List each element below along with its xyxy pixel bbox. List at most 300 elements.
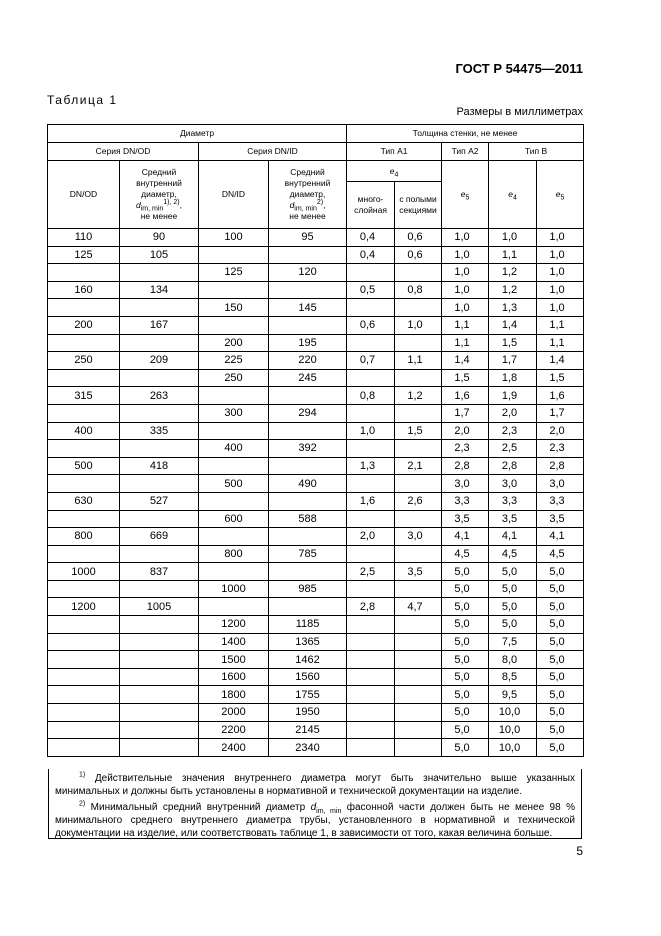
table-cell: 2400 [199, 739, 269, 757]
table-cell: 120 [269, 264, 347, 282]
table-cell [347, 369, 395, 387]
table-cell: 4,5 [442, 545, 489, 563]
table-cell: 8,5 [489, 668, 537, 686]
table-label: Таблица 1 [47, 93, 118, 107]
table-cell: 3,5 [537, 510, 584, 528]
table-cell: 1,4 [442, 352, 489, 370]
table-cell: 1,7 [537, 404, 584, 422]
table-cell [199, 422, 269, 440]
table-cell [120, 739, 199, 757]
table-cell [120, 510, 199, 528]
table-cell: 1365 [269, 633, 347, 651]
table-cell: 225 [199, 352, 269, 370]
table-cell: 2,8 [442, 457, 489, 475]
table-cell: 527 [120, 492, 199, 510]
table-cell [269, 422, 347, 440]
table-cell: 5,0 [537, 704, 584, 722]
table-cell: 105 [120, 246, 199, 264]
table-row [48, 264, 584, 282]
table-cell: 2,8 [537, 457, 584, 475]
table-cell [269, 492, 347, 510]
table-cell: 2,3 [537, 440, 584, 458]
table-row [48, 545, 584, 563]
header-type-a1: Тип А1 [347, 143, 442, 161]
table-cell: 2,8 [489, 457, 537, 475]
table-cell [120, 404, 199, 422]
table-cell: 4,7 [395, 598, 442, 616]
table-cell: 5,0 [537, 651, 584, 669]
table-cell: 1,0 [442, 299, 489, 317]
table-cell: 1,7 [442, 404, 489, 422]
table-cell [269, 457, 347, 475]
table-cell [347, 668, 395, 686]
table-cell: 3,0 [489, 475, 537, 493]
table-cell: 5,0 [442, 580, 489, 598]
table-cell: 1185 [269, 616, 347, 634]
table-row [48, 721, 584, 739]
table-row [48, 739, 584, 757]
table-cell: 1,0 [442, 229, 489, 247]
table-cell: 5,0 [442, 686, 489, 704]
table-cell [269, 316, 347, 334]
table-cell: 5,0 [537, 739, 584, 757]
table-row [48, 440, 584, 458]
table-cell: 335 [120, 422, 199, 440]
table-cell: 1,1 [537, 334, 584, 352]
table-cell: 2,8 [347, 598, 395, 616]
table-cell [48, 616, 120, 634]
table-cell [347, 264, 395, 282]
table-cell: 1,1 [395, 352, 442, 370]
table-cell [48, 475, 120, 493]
table-cell: 8,0 [489, 651, 537, 669]
table-cell: 315 [48, 387, 120, 405]
table-cell: 3,3 [442, 492, 489, 510]
table-cell [48, 580, 120, 598]
table-cell: 0,6 [347, 316, 395, 334]
table-cell: 3,0 [537, 475, 584, 493]
table-cell [120, 704, 199, 722]
table-cell: 0,8 [395, 281, 442, 299]
table-row [48, 281, 584, 299]
table-row [48, 316, 584, 334]
table-cell: 7,5 [489, 633, 537, 651]
table-cell: 1,4 [537, 352, 584, 370]
table-cell [395, 404, 442, 422]
table-row [48, 668, 584, 686]
table-cell: 3,0 [442, 475, 489, 493]
table-cell: 0,4 [347, 229, 395, 247]
header-avg-id-od: Средний внутренний диаметр, $d_{im, min}^{1), 2)}$, не менее [120, 161, 199, 229]
table-cell: 5,0 [442, 616, 489, 634]
table-cell: 90 [120, 229, 199, 247]
table-cell: 1,6 [442, 387, 489, 405]
table-cell: 250 [48, 352, 120, 370]
footnote-2: $^{2)}$ Минимальный средний внутренний диаметр $d_{im, min}$ фасонной части должен быть не менее 98 % минимального среднего внутреннего диаметра трубы, установленного в нормативной и технической документации на изделие, или соответствовать таблице 1, в зависимости от того, какая величина больше. [55, 800, 575, 839]
table-cell: 1,0 [347, 422, 395, 440]
table-cell [199, 316, 269, 334]
table-cell [199, 281, 269, 299]
table-cell [395, 651, 442, 669]
table-cell [395, 510, 442, 528]
table-cell: 400 [48, 422, 120, 440]
table-cell: 2145 [269, 721, 347, 739]
table-cell [120, 616, 199, 634]
table-cell: 200 [48, 316, 120, 334]
header-avg-id-id: Средний внутренний диаметр, $d_{im, min}^{2)}$, не менее [269, 161, 347, 229]
table-cell [120, 633, 199, 651]
table-cell [269, 598, 347, 616]
table-row [48, 563, 584, 581]
table-cell: 669 [120, 528, 199, 546]
table-cell: 209 [120, 352, 199, 370]
table-cell [347, 510, 395, 528]
table-cell: 418 [120, 457, 199, 475]
table-cell: 2,0 [442, 422, 489, 440]
table-cell: 9,5 [489, 686, 537, 704]
header-dn-od: DN/OD [48, 161, 120, 229]
table-cell: 294 [269, 404, 347, 422]
table-cell [347, 299, 395, 317]
table-cell: 1200 [199, 616, 269, 634]
table-cell: 5,0 [537, 563, 584, 581]
table-cell [48, 510, 120, 528]
table-cell: 1,8 [489, 369, 537, 387]
table-cell: 1950 [269, 704, 347, 722]
header-e5-b: $e_5$ [537, 161, 584, 229]
table-cell: 110 [48, 229, 120, 247]
table-cell: 3,5 [489, 510, 537, 528]
table-row [48, 299, 584, 317]
table-cell [48, 704, 120, 722]
table-cell: 195 [269, 334, 347, 352]
table-cell: 500 [48, 457, 120, 475]
table-cell: 95 [269, 229, 347, 247]
table-cell: 5,0 [442, 651, 489, 669]
table-cell: 3,3 [489, 492, 537, 510]
table-cell [120, 651, 199, 669]
table-cell: 1,1 [489, 246, 537, 264]
table-cell [347, 739, 395, 757]
table-cell [48, 334, 120, 352]
table-row [48, 334, 584, 352]
table-cell: 4,1 [489, 528, 537, 546]
table-cell [48, 651, 120, 669]
table-cell: 588 [269, 510, 347, 528]
table-cell: 4,5 [489, 545, 537, 563]
table-cell [395, 264, 442, 282]
table-cell [347, 633, 395, 651]
table-cell [395, 334, 442, 352]
table-row [48, 369, 584, 387]
table-cell: 2,0 [489, 404, 537, 422]
table-cell: 5,0 [442, 739, 489, 757]
table-cell [395, 580, 442, 598]
table-cell [48, 264, 120, 282]
table-cell [120, 334, 199, 352]
table-cell: 4,5 [537, 545, 584, 563]
table-cell: 837 [120, 563, 199, 581]
table-cell: 630 [48, 492, 120, 510]
table-cell: 1,3 [347, 457, 395, 475]
table-row [48, 352, 584, 370]
table-cell: 2,3 [442, 440, 489, 458]
table-cell: 125 [199, 264, 269, 282]
table-cell: 1,2 [489, 281, 537, 299]
table-cell [120, 475, 199, 493]
header-series-id: Серия DN/ID [199, 143, 347, 161]
page-number: 5 [576, 844, 583, 858]
table-cell [120, 440, 199, 458]
header-e5-a2: $e_5$ [442, 161, 489, 229]
table-cell: 2200 [199, 721, 269, 739]
table-cell [347, 475, 395, 493]
table-cell: 1,4 [489, 316, 537, 334]
table-cell: 5,0 [537, 668, 584, 686]
table-cell: 245 [269, 369, 347, 387]
table-cell [48, 633, 120, 651]
table-cell: 2340 [269, 739, 347, 757]
units-note: Размеры в миллиметрах [456, 106, 583, 118]
table-cell: 200 [199, 334, 269, 352]
table-cell [120, 369, 199, 387]
table-cell [395, 633, 442, 651]
table-cell: 1,0 [537, 246, 584, 264]
table-row [48, 651, 584, 669]
table-cell: 5,0 [537, 616, 584, 634]
table-cell [120, 686, 199, 704]
table-cell: 1,2 [395, 387, 442, 405]
table-cell: 1800 [199, 686, 269, 704]
table-cell: 0,8 [347, 387, 395, 405]
table-cell [269, 387, 347, 405]
table-cell: 0,7 [347, 352, 395, 370]
table-cell: 3,0 [395, 528, 442, 546]
table-cell [199, 528, 269, 546]
table-cell: 150 [199, 299, 269, 317]
table-cell: 1,0 [442, 246, 489, 264]
table-cell: 2,6 [395, 492, 442, 510]
table-cell: 1,2 [489, 264, 537, 282]
table-cell: 392 [269, 440, 347, 458]
table-cell [48, 668, 120, 686]
table-row [48, 457, 584, 475]
table-cell [347, 704, 395, 722]
table-cell [199, 492, 269, 510]
table-cell: 400 [199, 440, 269, 458]
table-cell [120, 668, 199, 686]
table-cell [120, 264, 199, 282]
table-cell [48, 686, 120, 704]
table-cell: 4,1 [537, 528, 584, 546]
table-cell [347, 404, 395, 422]
table-cell [347, 334, 395, 352]
header-dn-id: DN/ID [199, 161, 269, 229]
table-cell: 1,1 [442, 316, 489, 334]
table-cell [395, 475, 442, 493]
table-cell: 1500 [199, 651, 269, 669]
table-row [48, 528, 584, 546]
table-cell: 1,0 [537, 299, 584, 317]
table-cell [120, 299, 199, 317]
table-cell: 0,6 [395, 229, 442, 247]
table-cell: 1,9 [489, 387, 537, 405]
table-cell: 3,5 [395, 563, 442, 581]
standard-number: ГОСТ Р 54475—2011 [455, 61, 583, 76]
table-row [48, 616, 584, 634]
table-cell: 125 [48, 246, 120, 264]
table-cell: 1,5 [395, 422, 442, 440]
table-cell: 800 [48, 528, 120, 546]
table-cell: 134 [120, 281, 199, 299]
table-cell [199, 246, 269, 264]
table-cell: 0,4 [347, 246, 395, 264]
table-row [48, 492, 584, 510]
table-cell: 1,0 [537, 264, 584, 282]
table-cell [395, 545, 442, 563]
table-cell: 1000 [199, 580, 269, 598]
table-cell: 5,0 [537, 580, 584, 598]
table-cell: 160 [48, 281, 120, 299]
table-row [48, 686, 584, 704]
table-cell: 250 [199, 369, 269, 387]
table-cell: 5,0 [537, 598, 584, 616]
table-cell: 0,5 [347, 281, 395, 299]
table-cell: 600 [199, 510, 269, 528]
table-cell: 1,0 [442, 281, 489, 299]
table-cell: 1,5 [489, 334, 537, 352]
table-cell: 490 [269, 475, 347, 493]
table-cell [120, 580, 199, 598]
table-cell [395, 721, 442, 739]
table-cell: 5,0 [442, 721, 489, 739]
table-cell: 1755 [269, 686, 347, 704]
table-cell [48, 440, 120, 458]
table-cell: 500 [199, 475, 269, 493]
table-cell [48, 299, 120, 317]
table-cell [347, 651, 395, 669]
table-cell: 263 [120, 387, 199, 405]
table-cell: 3,5 [442, 510, 489, 528]
table-cell [347, 580, 395, 598]
table-cell: 5,0 [537, 633, 584, 651]
table-cell [347, 616, 395, 634]
table-cell [269, 528, 347, 546]
table-cell: 1,0 [489, 229, 537, 247]
table-row [48, 704, 584, 722]
table-cell: 220 [269, 352, 347, 370]
table-cell [347, 721, 395, 739]
table-cell: 1462 [269, 651, 347, 669]
table-cell: 10,0 [489, 721, 537, 739]
table-cell: 1560 [269, 668, 347, 686]
table-cell [395, 299, 442, 317]
table-cell: 800 [199, 545, 269, 563]
table-cell: 5,0 [442, 668, 489, 686]
table-cell: 1600 [199, 668, 269, 686]
table-cell: 985 [269, 580, 347, 598]
table-cell [48, 739, 120, 757]
header-e4-b: $e_4$ [489, 161, 537, 229]
table-cell: 10,0 [489, 739, 537, 757]
table-cell [395, 668, 442, 686]
table-cell: 4,1 [442, 528, 489, 546]
table-cell: 100 [199, 229, 269, 247]
table-cell: 2,1 [395, 457, 442, 475]
table-row [48, 404, 584, 422]
header-type-b: Тип В [489, 143, 584, 161]
table-cell [347, 440, 395, 458]
header-series-od: Серия DN/OD [48, 143, 199, 161]
table-cell: 5,0 [489, 563, 537, 581]
table-cell: 1400 [199, 633, 269, 651]
table-cell: 2,0 [537, 422, 584, 440]
table-cell: 0,6 [395, 246, 442, 264]
table-cell: 145 [269, 299, 347, 317]
table-cell: 1,5 [442, 369, 489, 387]
table-cell: 1200 [48, 598, 120, 616]
table-cell: 2,3 [489, 422, 537, 440]
table-cell: 1,0 [537, 229, 584, 247]
header-diameter: Диаметр [48, 125, 347, 143]
table-cell: 167 [120, 316, 199, 334]
table-cell [199, 563, 269, 581]
table-cell [395, 369, 442, 387]
header-type-a2: Тип А2 [442, 143, 489, 161]
table-cell: 5,0 [442, 598, 489, 616]
table-cell: 5,0 [489, 598, 537, 616]
table-cell [395, 616, 442, 634]
table-cell: 785 [269, 545, 347, 563]
table-cell [269, 563, 347, 581]
table-cell: 1,0 [442, 264, 489, 282]
table-cell [395, 686, 442, 704]
table-cell [395, 704, 442, 722]
table-cell [269, 281, 347, 299]
table-cell [199, 457, 269, 475]
table-row [48, 475, 584, 493]
table-cell: 3,3 [537, 492, 584, 510]
table-row [48, 246, 584, 264]
table-cell [199, 598, 269, 616]
header-hollow: с полыми секциями [395, 182, 442, 229]
table-cell: 1000 [48, 563, 120, 581]
table-row [48, 633, 584, 651]
table-cell [120, 545, 199, 563]
table-cell: 2,5 [489, 440, 537, 458]
table-cell [269, 246, 347, 264]
table-cell: 10,0 [489, 704, 537, 722]
table-row [48, 229, 584, 247]
table-cell: 2000 [199, 704, 269, 722]
table-cell [48, 404, 120, 422]
table-row [48, 387, 584, 405]
table-cell: 1,6 [537, 387, 584, 405]
header-multilayer: много- слойная [347, 182, 395, 229]
table-cell: 5,0 [489, 616, 537, 634]
table-cell: 5,0 [442, 633, 489, 651]
table-cell: 1,7 [489, 352, 537, 370]
table-cell: 5,0 [442, 563, 489, 581]
table-cell [48, 721, 120, 739]
table-cell: 2,0 [347, 528, 395, 546]
table-cell: 1,0 [395, 316, 442, 334]
table-cell: 1,1 [537, 316, 584, 334]
table-cell [347, 686, 395, 704]
table-cell: 1005 [120, 598, 199, 616]
table-cell: 1,5 [537, 369, 584, 387]
table-row [48, 598, 584, 616]
